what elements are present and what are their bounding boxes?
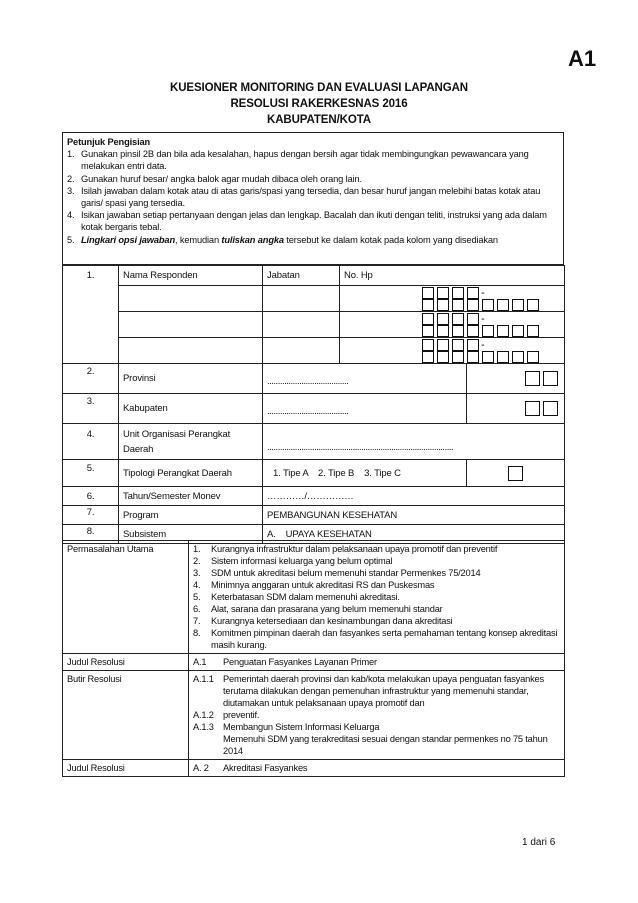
list-item: 8. Komitmen pimpinan daerah dan fasyankes serta pemahaman tentang konsep akreditasi masih kurang.: [193, 628, 558, 650]
instruction-item: 3. Isilah jawaban dalam kotak atau di atas garis/spasi yang tersedia, dan besar huruf jangan melebihi batas kotak atau garis/ spasi yang tersedia.: [67, 185, 541, 209]
row-number: 2.: [63, 364, 119, 394]
instruction-item: 4. Isikan jawaban setiap pertanyaan dengan jelas dan lengkap. Bacalah dan ikuti dengan teliti, instruksi yang ada dalam kotak bergaris tebal.: [67, 210, 547, 233]
resolution-table: [62, 540, 565, 777]
instruction-item: 1. Gunakan pinsil 2B dan bila ada kesalahan, hapus dengan bersih agar tidak membingungkan pewawancara yang melakukan entri data.: [67, 149, 529, 172]
column-header-phone: No. Hp: [340, 266, 565, 286]
title-line-1: KUESIONER MONITORING DAN EVALUASI LAPANGAN: [169, 82, 468, 94]
row-number: 8.: [63, 525, 119, 544]
list-item: A.1.1 Pemerintah daerah provinsi dan kab/kota melakukan upaya penguatan fasyankes terutama dilakukan dengan pemenuhan infrastruktur yang memenuhi standar, diutamakan untuk pelaksanaan upaya promotif dan: [193, 674, 544, 708]
title-line-3: KABUPATEN/KOTA: [266, 114, 371, 126]
phone-boxes[interactable]: -: [340, 312, 565, 338]
judul-resolusi-value: A. 2 Akreditasi Fasyankes: [189, 760, 565, 777]
page-code: A1: [568, 46, 597, 71]
respondent-jabatan-field[interactable]: [263, 312, 340, 338]
judul-resolusi-value: A.1 Penguatan Fasyankes Layanan Primer: [189, 654, 565, 671]
issues-label: Permasalahan Utama: [63, 541, 189, 654]
unit-field[interactable]: .......................................................................................: [263, 424, 565, 460]
phone-boxes[interactable]: -: [340, 286, 565, 312]
respondent-name-field[interactable]: [119, 312, 263, 338]
list-item: 3. SDM untuk akreditasi belum memenuhi standar Permenkes 75/2014: [193, 568, 481, 578]
column-header-name: Nama Responden: [119, 266, 263, 286]
instructions-heading: Petunjuk Pengisian: [67, 137, 151, 147]
list-item: A.1.2 preventif.: [193, 710, 260, 720]
program-value: PEMBANGUNAN KESEHATAN: [263, 506, 565, 525]
tahun-label: Tahun/Semester Monev: [119, 487, 263, 506]
list-item: 1. Kurangnya infrastruktur dalam pelaksanaan upaya promotif dan preventif: [193, 544, 498, 554]
kabupaten-label: Kabupaten: [119, 394, 263, 424]
tahun-field[interactable]: …………/……………: [263, 487, 565, 506]
row-number: 4.: [63, 424, 119, 460]
provinsi-code-boxes[interactable]: [467, 364, 565, 394]
list-item: 6. Alat, sarana dan prasarana yang belum memenuhi standar: [193, 604, 443, 614]
list-item: A.1.3 Membangun Sistem Informasi Keluarga: [193, 722, 380, 732]
judul-resolusi-label: Judul Resolusi: [63, 760, 189, 777]
judul-resolusi-label: Judul Resolusi: [63, 654, 189, 671]
row-number: 5.: [63, 460, 119, 487]
page-number: 1 dari 6: [522, 837, 556, 848]
list-item: 7. Kurangnya ketersediaan dan kesinambungan dana akreditasi: [193, 616, 453, 626]
respondent-name-field[interactable]: [119, 338, 263, 364]
list-item: 2. Sistem informasi keluarga yang belum optimal: [193, 556, 393, 566]
issues-list: [189, 541, 565, 654]
instruction-item: 2. Gunakan huruf besar/ angka balok agar mudah dibaca oleh orang lain.: [67, 173, 362, 184]
instructions-box: [62, 132, 564, 265]
respondent-jabatan-field[interactable]: [263, 286, 340, 312]
tipologi-code-box[interactable]: [467, 460, 565, 487]
provinsi-label: Provinsi: [119, 364, 263, 394]
phone-boxes[interactable]: -: [340, 338, 565, 364]
respondent-jabatan-field[interactable]: [263, 338, 340, 364]
respondent-table: [62, 265, 565, 544]
kabupaten-code-boxes[interactable]: [467, 394, 565, 424]
tipologi-options[interactable]: 1. Tipe A 2. Tipe B 3. Tipe C: [263, 460, 467, 487]
instruction-item: 5. Lingkari opsi jawaban, kemudian tuliskan angka tersebut ke dalam kotak pada kolom yang disediakan: [67, 234, 498, 245]
provinsi-field[interactable]: ......................................: [263, 364, 467, 394]
unit-label: Unit Organisasi Perangkat Daerah: [119, 424, 263, 460]
subsistem-value: A. UPAYA KESEHATAN: [263, 525, 565, 544]
list-item: 5. Keterbatasan SDM dalam memenuhi akreditasi.: [193, 592, 400, 602]
butir-resolusi-label: Butir Resolusi: [63, 671, 189, 760]
tipologi-label: Tipologi Perangkat Daerah: [119, 460, 263, 487]
butir-resolusi-list: [189, 671, 565, 760]
list-item: Memenuhi SDM yang terakreditasi sesuai dengan standar permenkes no 75 tahun 2014: [223, 734, 548, 756]
row-number: 3.: [63, 394, 119, 424]
list-item: 4. Minimnya anggaran untuk akreditasi RS dan Puskesmas: [193, 580, 435, 590]
column-header-jabatan: Jabatan: [263, 266, 340, 286]
row-number: 1.: [63, 266, 119, 364]
respondent-name-field[interactable]: [119, 286, 263, 312]
row-number: 6.: [63, 487, 119, 506]
document-title: [0, 80, 638, 128]
kabupaten-field[interactable]: ......................................: [263, 394, 467, 424]
program-label: Program: [119, 506, 263, 525]
row-number: 7.: [63, 506, 119, 525]
subsistem-label: Subsistem: [119, 525, 263, 544]
title-line-2: RESOLUSI RAKERKESNAS 2016: [230, 98, 408, 110]
